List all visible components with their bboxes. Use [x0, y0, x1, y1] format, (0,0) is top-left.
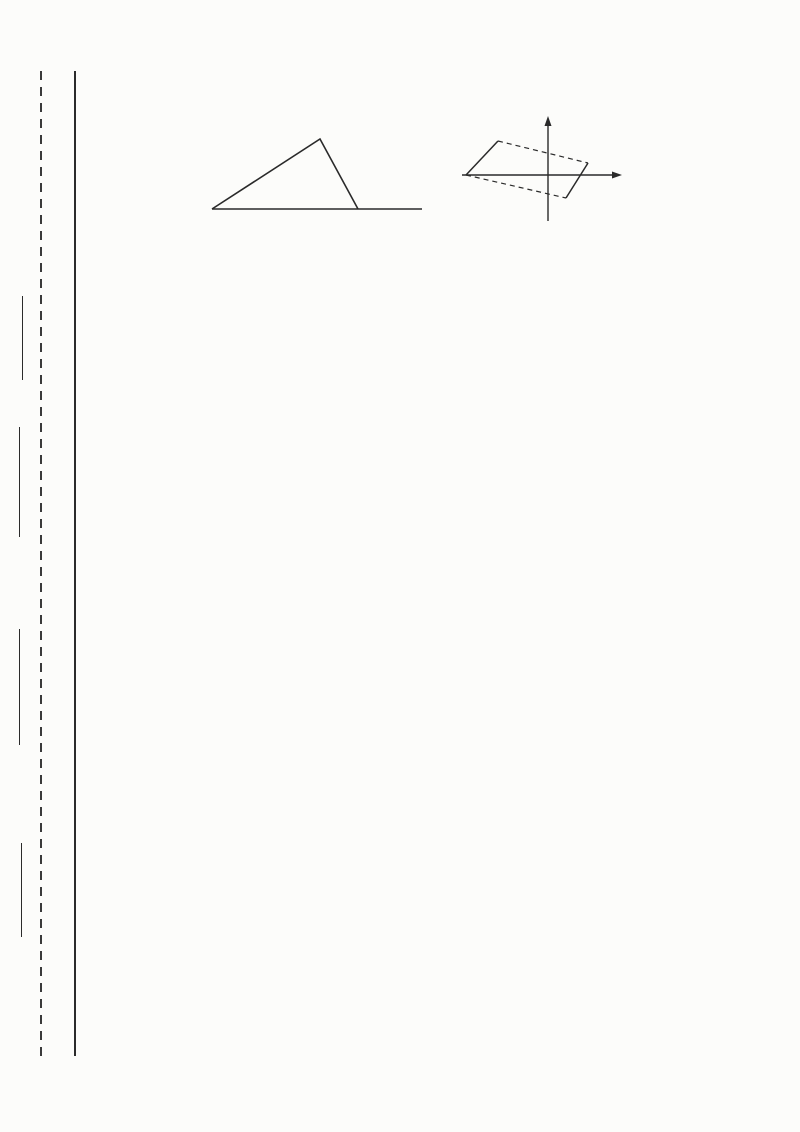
seal-solid-line — [74, 71, 76, 1056]
class-field — [3, 575, 25, 745]
figure-question6 — [458, 111, 670, 228]
student-name-blank — [5, 427, 20, 537]
figures-row — [88, 108, 756, 228]
seal-dashed-line — [40, 71, 42, 1057]
school-blank — [7, 843, 22, 937]
figure-question4 — [198, 123, 428, 228]
seat-number-field — [6, 200, 28, 380]
seal-line-text — [48, 385, 70, 715]
school-field — [5, 787, 27, 937]
student-name-field — [3, 367, 25, 537]
paper-content — [88, 0, 756, 236]
coordinate-figure — [458, 111, 670, 223]
class-blank — [5, 629, 20, 745]
triangle-figure — [198, 123, 428, 223]
